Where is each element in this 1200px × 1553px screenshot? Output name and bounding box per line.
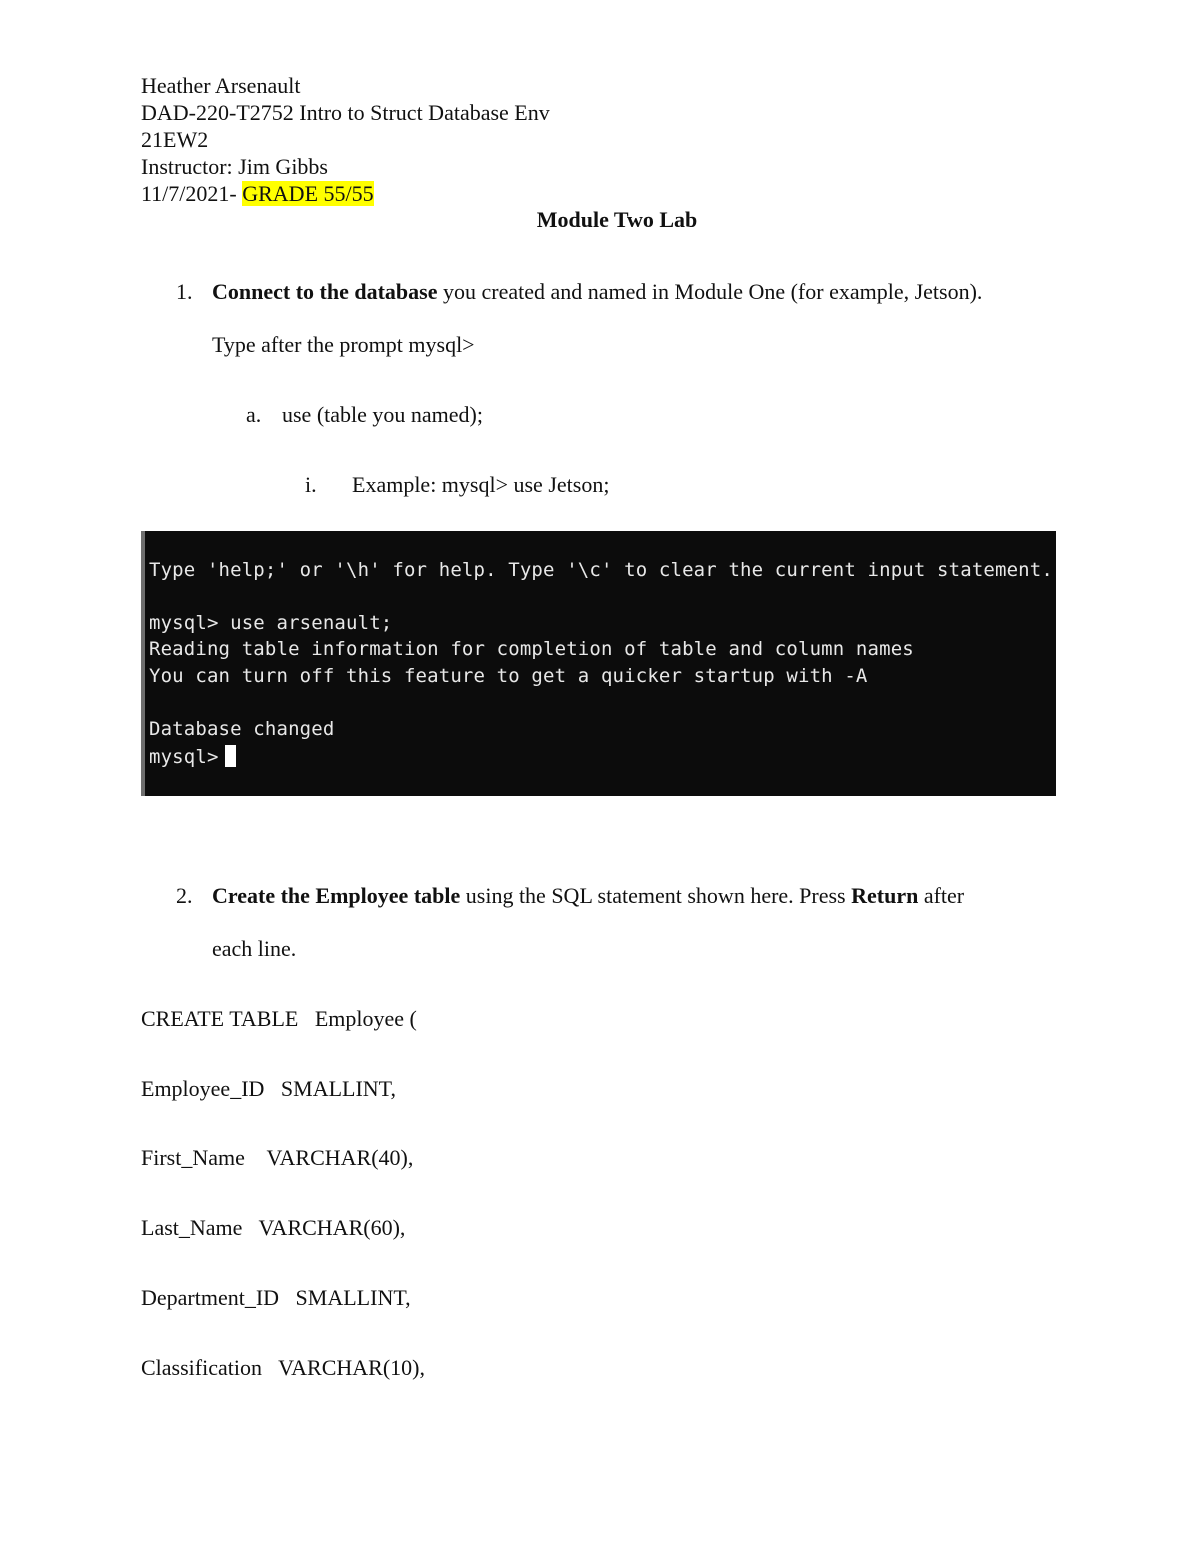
date-grade-line	[141, 181, 374, 207]
step1-rest: you created and named in Module One (for example, Jetson).	[437, 279, 983, 304]
grade-highlight: GRADE 55/55	[242, 181, 374, 206]
date: 11/7/2021-	[141, 181, 243, 206]
sql-line-last-name: Last_Name VARCHAR(60),	[141, 1215, 406, 1240]
step1-prompt-text: Type after the prompt mysql>	[212, 332, 475, 357]
step1-sub-a-text: use (table you named);	[282, 402, 483, 427]
terminal-line-use: mysql> use arsenault;	[149, 612, 393, 634]
terminal-screenshot	[141, 531, 1056, 796]
step2-number: 2.	[176, 883, 193, 908]
sql-line-department-id: Department_ID SMALLINT,	[141, 1285, 411, 1310]
terminal-prompt-line	[149, 745, 236, 768]
step2-bold-return: Return	[851, 883, 919, 908]
step2-mid: using the SQL statement shown here. Press	[460, 883, 852, 908]
step1-sub-a-marker: a.	[246, 402, 262, 427]
terminal-line-changed: Database changed	[149, 718, 335, 740]
terminal-line-turnoff: You can turn off this feature to get a quicker startup with -A	[149, 665, 868, 687]
sql-line-employee-id: Employee_ID SMALLINT,	[141, 1076, 396, 1101]
instructor-name: Instructor: Jim Gibbs	[141, 154, 328, 179]
step1-sub-i-text: Example: mysql> use Jetson;	[352, 472, 610, 497]
step2-end: after	[918, 883, 965, 908]
page-title: Module Two Lab	[536, 207, 698, 232]
term-code: 21EW2	[141, 127, 209, 152]
terminal-prompt: mysql>	[149, 746, 219, 768]
step2-line2: each line.	[212, 936, 297, 961]
author-name: Heather Arsenault	[141, 73, 301, 98]
sql-line-classification: Classification VARCHAR(10),	[141, 1355, 425, 1380]
sql-line-first-name: First_Name VARCHAR(40),	[141, 1145, 414, 1170]
terminal-line-help: Type 'help;' or '\h' for help. Type '\c' to clear the current input statement.	[149, 559, 1053, 581]
sql-line-create: CREATE TABLE Employee (	[141, 1006, 417, 1031]
terminal-cursor	[225, 745, 236, 767]
step1-number: 1.	[176, 279, 193, 304]
terminal-line-reading: Reading table information for completion of table and column names	[149, 638, 914, 660]
step2-text	[212, 883, 964, 909]
step1-bold: Connect to the database	[212, 279, 438, 304]
step2-bold: Create the Employee table	[212, 883, 461, 908]
step1-text	[212, 279, 982, 305]
course-name: DAD-220-T2752 Intro to Struct Database Env	[141, 100, 550, 125]
step1-sub-i-marker: i.	[305, 472, 317, 497]
